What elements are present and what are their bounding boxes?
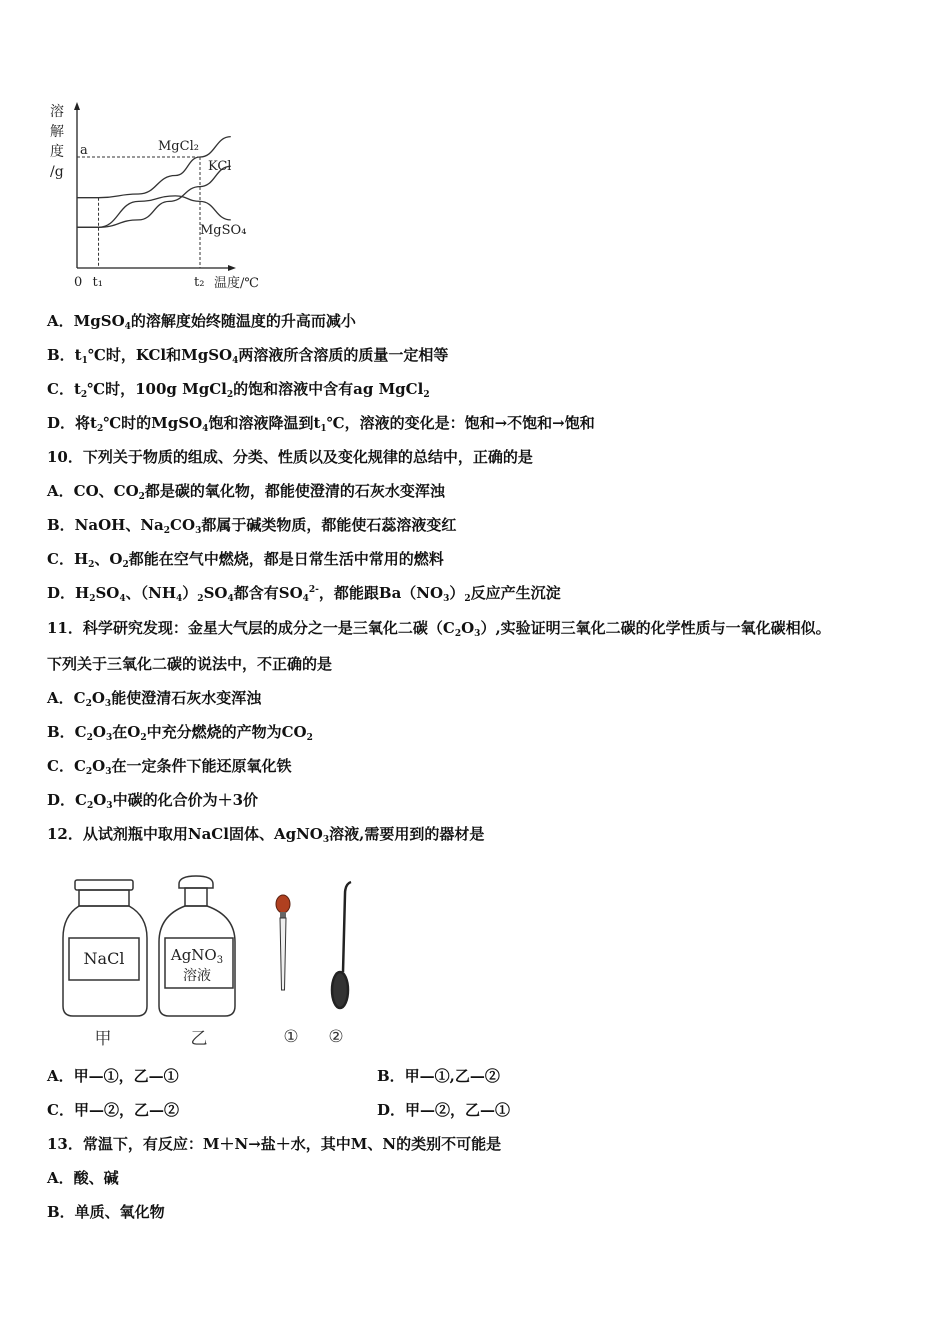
lab-equipment-figure: [55, 872, 375, 1052]
q11-option-b: B．$C_2O_3$在$O_2$中充分燃烧的产物为$CO_2$: [47, 723, 313, 743]
q10-option-d: D．$H_2SO_4$、$(NH_4)_2SO_4$都含有$SO_4^{2-}$，都能跟$Ba(NO_3)_2$反应产生沉淀: [47, 584, 561, 604]
caption-2: ②: [328, 1027, 344, 1047]
caption-jia: 甲: [94, 1029, 112, 1049]
x-tick-label: t₁: [92, 275, 103, 290]
y-axis-title-char: 解: [50, 124, 64, 140]
bottle-yi-label: AgNO$_3$: [170, 946, 224, 966]
q12-option-c: C．甲—②，乙—②: [47, 1101, 179, 1119]
q10-stem: 10．下列关于物质的组成、分类、性质以及变化规律的总结中，正确的是: [47, 448, 533, 466]
q12-stem: 12．从试剂瓶中取用NaCl固体、AgNO$_3$溶液,需要用到的器材是: [47, 825, 485, 845]
y-axis-title-char: /g: [50, 164, 64, 180]
bottle-yi-label-line2: 溶液: [183, 968, 211, 984]
q12-option-d: D．甲—②，乙—①: [377, 1101, 511, 1119]
bottle-jia: [63, 880, 147, 1016]
q9-option-d: D．将$t_2℃$时的MgSO$_4$饱和溶液降温到$t_1℃$，溶液的变化是：饱和→不饱和→饱和: [47, 414, 595, 434]
q9-option-b: B．$t_1℃$时，KCl和MgSO$_4$两溶液所含溶质的质量一定相等: [47, 346, 449, 366]
caption-1: ①: [283, 1027, 299, 1047]
q11-stem-line2: 下列关于三氧化二碳的说法中，不正确的是: [47, 655, 333, 673]
legend-label-0: MgCl₂: [158, 139, 199, 154]
x-tick-label: t₂: [194, 275, 205, 290]
q11-option-d: D．$C_2O_3$中碳的化合价为＋3价: [47, 791, 259, 811]
y-tick-label: a: [80, 143, 88, 158]
q12-option-b: B．甲—①,乙—②: [377, 1067, 500, 1085]
origin-label: 0: [74, 275, 83, 290]
q13-option-a: A．酸、碱: [47, 1169, 119, 1187]
q10-option-c: C．$H_2$、$O_2$都能在空气中燃烧，都是日常生活中常用的燃料: [47, 550, 444, 570]
q10-option-b: B．NaOH、$Na_2CO_3$都属于碱类物质，都能使石蕊溶液变红: [47, 516, 457, 536]
solubility-chart: [40, 98, 259, 298]
q13-stem: 13．常温下，有反应：M＋N→盐＋水，其中M、N的类别不可能是: [47, 1135, 502, 1153]
q10-option-a: A．CO、$CO_2$都是碳的氧化物，都能使澄清的石灰水变浑浊: [47, 482, 445, 502]
y-axis-title-char: 度: [50, 144, 64, 160]
q12-option-a: A．甲—①，乙—①: [47, 1067, 179, 1085]
dropper-icon: [276, 895, 290, 990]
y-axis-title: [50, 103, 64, 180]
caption-yi: 乙: [190, 1029, 208, 1049]
x-axis-arrow: [228, 265, 236, 271]
q11-option-c: C．$C_2O_3$在一定条件下能还原氧化铁: [47, 757, 292, 777]
q9-option-c: C．$t_2℃$时，100g MgCl$_2$的饱和溶液中含有ag MgCl$_2$: [47, 380, 430, 400]
q11-option-a: A．$C_2O_3$能使澄清石灰水变浑浊: [47, 689, 262, 709]
series-line-1: [77, 166, 231, 227]
q13-option-b: B．单质、氧化物: [47, 1203, 165, 1221]
bottle-jia-label: NaCl: [83, 949, 125, 968]
medicine-spoon-icon: [332, 882, 351, 1008]
q9-option-a: A．MgSO$_4$的溶解度始终随温度的升高而减小: [47, 312, 356, 332]
x-axis-title: 温度/℃: [214, 276, 259, 291]
y-axis-title-char: 溶: [50, 104, 64, 120]
legend-label-1: KCl: [208, 159, 232, 174]
q11-stem: 11．科学研究发现：金星大气层的成分之一是三氧化二碳$(C_2O_3)$,实验证明三氧化二碳的化学性质与一氧化碳相似。: [47, 619, 831, 639]
y-axis-arrow: [74, 102, 80, 110]
legend-label-2: MgSO₄: [200, 223, 247, 238]
